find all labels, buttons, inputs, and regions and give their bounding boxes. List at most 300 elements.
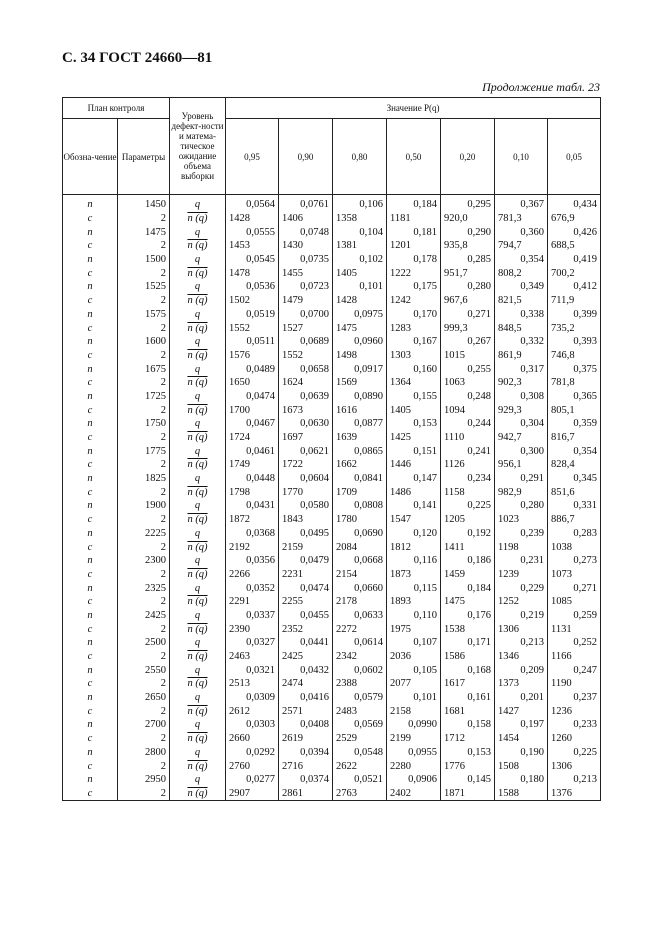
row-value: 0,0511 <box>226 335 279 349</box>
row-value: 805,1 <box>548 403 601 417</box>
row-designation: c <box>63 349 118 363</box>
row-value: 2192 <box>226 540 279 554</box>
row-value: 0,0975 <box>333 308 387 322</box>
row-value: 0,259 <box>548 609 601 623</box>
row-designation: n <box>63 581 118 595</box>
table-body <box>63 195 601 801</box>
row-value: 0,295 <box>441 195 495 212</box>
row-parameter: 2650 <box>118 691 170 705</box>
row-value: 1639 <box>333 431 387 445</box>
row-value: 0,0604 <box>279 472 333 486</box>
table-row <box>63 636 601 650</box>
row-value: 851,6 <box>548 485 601 499</box>
row-level: n (q) <box>170 704 226 718</box>
row-value: 1239 <box>495 568 548 582</box>
row-value: 0,225 <box>548 746 601 760</box>
row-designation: n <box>63 636 118 650</box>
row-value: 0,0614 <box>333 636 387 650</box>
row-value: 1430 <box>279 239 333 253</box>
row-value: 1873 <box>387 568 441 582</box>
row-value: 2474 <box>279 677 333 691</box>
row-value: 0,0660 <box>333 581 387 595</box>
row-value: 0,239 <box>495 527 548 541</box>
row-value: 935,8 <box>441 239 495 253</box>
row-value: 0,0327 <box>226 636 279 650</box>
row-value: 0,0555 <box>226 225 279 239</box>
row-value: 0,354 <box>495 253 548 267</box>
row-value: 0,248 <box>441 390 495 404</box>
row-value: 1569 <box>333 376 387 390</box>
row-designation: n <box>63 225 118 239</box>
row-value: 0,101 <box>333 280 387 294</box>
row-value: 1893 <box>387 595 441 609</box>
row-value: 1552 <box>226 321 279 335</box>
row-value: 2266 <box>226 568 279 582</box>
row-value: 0,168 <box>441 663 495 677</box>
row-parameter: 2 <box>118 321 170 335</box>
row-value: 1662 <box>333 458 387 472</box>
row-designation: n <box>63 554 118 568</box>
row-level: n (q) <box>170 650 226 664</box>
row-value: 0,0690 <box>333 527 387 541</box>
row-value: 1776 <box>441 759 495 773</box>
row-value: 0,153 <box>441 746 495 760</box>
row-value: 0,115 <box>387 581 441 595</box>
row-value: 0,175 <box>387 280 441 294</box>
table-continuation-caption: Продолжение табл. 23 <box>482 80 600 94</box>
row-value: 0,219 <box>495 609 548 623</box>
row-value: 746,8 <box>548 349 601 363</box>
row-value: 1770 <box>279 485 333 499</box>
row-value: 0,283 <box>548 527 601 541</box>
table-row <box>63 266 601 280</box>
row-value: 1872 <box>226 513 279 527</box>
row-designation: c <box>63 759 118 773</box>
row-value: 0,0416 <box>279 691 333 705</box>
row-designation: c <box>63 650 118 664</box>
row-value: 2513 <box>226 677 279 691</box>
row-value: 1242 <box>387 294 441 308</box>
row-value: 2425 <box>279 650 333 664</box>
row-value: 0,354 <box>548 444 601 458</box>
row-parameter: 2 <box>118 677 170 691</box>
row-value: 1131 <box>548 622 601 636</box>
table-row <box>63 321 601 335</box>
row-designation: c <box>63 376 118 390</box>
row-parameter: 2500 <box>118 636 170 650</box>
row-value: 0,120 <box>387 527 441 541</box>
row-value: 0,0495 <box>279 527 333 541</box>
row-value: 1588 <box>495 787 548 801</box>
row-value: 0,167 <box>387 335 441 349</box>
row-value: 1406 <box>279 212 333 226</box>
row-value: 0,271 <box>441 308 495 322</box>
row-value: 0,184 <box>441 581 495 595</box>
row-value: 816,7 <box>548 431 601 445</box>
row-value: 0,0474 <box>279 581 333 595</box>
row-parameter: 2 <box>118 212 170 226</box>
row-value: 0,201 <box>495 691 548 705</box>
table-row <box>63 759 601 773</box>
row-value: 0,178 <box>387 253 441 267</box>
row-parameter: 2300 <box>118 554 170 568</box>
row-value: 0,102 <box>333 253 387 267</box>
row-value: 0,160 <box>387 362 441 376</box>
row-designation: c <box>63 677 118 691</box>
row-value: 1547 <box>387 513 441 527</box>
row-designation: n <box>63 195 118 212</box>
row-value: 0,180 <box>495 773 548 787</box>
row-value: 0,209 <box>495 663 548 677</box>
row-parameter: 1750 <box>118 417 170 431</box>
row-value: 2084 <box>333 540 387 554</box>
row-value: 1306 <box>548 759 601 773</box>
row-value: 2388 <box>333 677 387 691</box>
table-row <box>63 609 601 623</box>
row-value: 1453 <box>226 239 279 253</box>
row-parameter: 2 <box>118 458 170 472</box>
row-value: 0,147 <box>387 472 441 486</box>
table-row <box>63 595 601 609</box>
row-value: 929,3 <box>495 403 548 417</box>
row-value: 0,0723 <box>279 280 333 294</box>
row-value: 0,0630 <box>279 417 333 431</box>
table-row <box>63 335 601 349</box>
row-value: 1198 <box>495 540 548 554</box>
row-value: 1843 <box>279 513 333 527</box>
row-value: 0,0621 <box>279 444 333 458</box>
table-row <box>63 746 601 760</box>
row-value: 0,229 <box>495 581 548 595</box>
row-level: q <box>170 253 226 267</box>
row-value: 1158 <box>441 485 495 499</box>
row-value: 0,225 <box>441 499 495 513</box>
row-value: 0,0479 <box>279 554 333 568</box>
row-value: 0,161 <box>441 691 495 705</box>
table-row <box>63 691 601 705</box>
row-level: n (q) <box>170 787 226 801</box>
row-value: 0,252 <box>548 636 601 650</box>
row-value: 1381 <box>333 239 387 253</box>
row-designation: c <box>63 431 118 445</box>
row-value: 1700 <box>226 403 279 417</box>
row-value: 0,0292 <box>226 746 279 760</box>
row-value: 0,155 <box>387 390 441 404</box>
row-designation: c <box>63 568 118 582</box>
row-value: 0,241 <box>441 444 495 458</box>
row-value: 0,426 <box>548 225 601 239</box>
row-value: 0,304 <box>495 417 548 431</box>
row-value: 781,8 <box>548 376 601 390</box>
row-value: 0,0352 <box>226 581 279 595</box>
row-value: 2255 <box>279 595 333 609</box>
row-value: 1346 <box>495 650 548 664</box>
table-row <box>63 308 601 322</box>
row-value: 0,0489 <box>226 362 279 376</box>
row-value: 0,0569 <box>333 718 387 732</box>
row-value: 0,412 <box>548 280 601 294</box>
row-value: 0,158 <box>441 718 495 732</box>
header-params: Параметры <box>118 119 170 195</box>
row-value: 0,419 <box>548 253 601 267</box>
row-designation: c <box>63 513 118 527</box>
row-designation: n <box>63 472 118 486</box>
row-parameter: 2550 <box>118 663 170 677</box>
row-parameter: 2 <box>118 431 170 445</box>
table-row <box>63 362 601 376</box>
table-row <box>63 513 601 527</box>
row-value: 0,0548 <box>333 746 387 760</box>
row-value: 0,0303 <box>226 718 279 732</box>
row-value: 1201 <box>387 239 441 253</box>
row-value: 0,0356 <box>226 554 279 568</box>
row-value: 0,255 <box>441 362 495 376</box>
row-value: 1373 <box>495 677 548 691</box>
row-value: 0,176 <box>441 609 495 623</box>
row-value: 2619 <box>279 732 333 746</box>
row-designation: c <box>63 622 118 636</box>
row-value: 0,0917 <box>333 362 387 376</box>
row-level: n (q) <box>170 458 226 472</box>
row-value: 886,7 <box>548 513 601 527</box>
row-parameter: 2 <box>118 540 170 554</box>
row-value: 1586 <box>441 650 495 664</box>
table-row <box>63 527 601 541</box>
row-value: 0,317 <box>495 362 548 376</box>
row-designation: c <box>63 403 118 417</box>
row-value: 2272 <box>333 622 387 636</box>
row-value: 999,3 <box>441 321 495 335</box>
row-value: 0,186 <box>441 554 495 568</box>
row-value: 0,273 <box>548 554 601 568</box>
row-value: 1617 <box>441 677 495 691</box>
row-designation: c <box>63 787 118 801</box>
row-value: 1236 <box>548 704 601 718</box>
row-value: 0,0564 <box>226 195 279 212</box>
row-value: 1722 <box>279 458 333 472</box>
row-value: 1252 <box>495 595 548 609</box>
row-value: 1552 <box>279 349 333 363</box>
row-designation: c <box>63 294 118 308</box>
row-value: 711,9 <box>548 294 601 308</box>
row-parameter: 1525 <box>118 280 170 294</box>
row-value: 1454 <box>495 732 548 746</box>
row-value: 828,4 <box>548 458 601 472</box>
row-value: 0,331 <box>548 499 601 513</box>
row-level: n (q) <box>170 239 226 253</box>
table-row <box>63 732 601 746</box>
table-row <box>63 622 601 636</box>
row-value: 2342 <box>333 650 387 664</box>
row-value: 0,280 <box>441 280 495 294</box>
row-value: 0,0394 <box>279 746 333 760</box>
row-value: 0,0633 <box>333 609 387 623</box>
row-value: 0,106 <box>333 195 387 212</box>
row-value: 1749 <box>226 458 279 472</box>
row-value: 848,5 <box>495 321 548 335</box>
row-value: 794,7 <box>495 239 548 253</box>
row-value: 0,101 <box>387 691 441 705</box>
row-value: 1498 <box>333 349 387 363</box>
header-p: 0,90 <box>279 119 333 195</box>
row-parameter: 1600 <box>118 335 170 349</box>
row-value: 1724 <box>226 431 279 445</box>
row-level: n (q) <box>170 485 226 499</box>
table-row <box>63 554 601 568</box>
row-value: 0,0441 <box>279 636 333 650</box>
row-value: 0,0990 <box>387 718 441 732</box>
row-value: 1358 <box>333 212 387 226</box>
row-value: 1364 <box>387 376 441 390</box>
row-value: 1502 <box>226 294 279 308</box>
table-row <box>63 280 601 294</box>
row-value: 2660 <box>226 732 279 746</box>
row-value: 0,365 <box>548 390 601 404</box>
row-value: 0,213 <box>495 636 548 650</box>
row-value: 0,116 <box>387 554 441 568</box>
row-level: n (q) <box>170 540 226 554</box>
row-level: n (q) <box>170 403 226 417</box>
table-row <box>63 677 601 691</box>
row-value: 0,0689 <box>279 335 333 349</box>
row-value: 1427 <box>495 704 548 718</box>
row-designation: n <box>63 746 118 760</box>
header-plan: План контроля <box>63 98 170 119</box>
row-value: 2154 <box>333 568 387 582</box>
row-level: n (q) <box>170 266 226 280</box>
row-parameter: 1775 <box>118 444 170 458</box>
row-parameter: 1475 <box>118 225 170 239</box>
row-value: 0,0309 <box>226 691 279 705</box>
row-value: 0,244 <box>441 417 495 431</box>
row-parameter: 2 <box>118 568 170 582</box>
row-value: 2571 <box>279 704 333 718</box>
row-value: 0,237 <box>548 691 601 705</box>
row-value: 2612 <box>226 704 279 718</box>
row-value: 2158 <box>387 704 441 718</box>
row-value: 688,5 <box>548 239 601 253</box>
header-p: 0,50 <box>387 119 441 195</box>
row-value: 1283 <box>387 321 441 335</box>
row-parameter: 2950 <box>118 773 170 787</box>
row-designation: n <box>63 417 118 431</box>
row-value: 0,0639 <box>279 390 333 404</box>
row-level: q <box>170 195 226 212</box>
row-level: q <box>170 444 226 458</box>
row-value: 1576 <box>226 349 279 363</box>
row-value: 1166 <box>548 650 601 664</box>
row-value: 0,145 <box>441 773 495 787</box>
row-value: 1712 <box>441 732 495 746</box>
row-value: 0,0374 <box>279 773 333 787</box>
row-value: 700,2 <box>548 266 601 280</box>
row-value: 0,367 <box>495 195 548 212</box>
row-value: 0,375 <box>548 362 601 376</box>
row-value: 0,0865 <box>333 444 387 458</box>
row-value: 1650 <box>226 376 279 390</box>
row-value: 2231 <box>279 568 333 582</box>
row-value: 2861 <box>279 787 333 801</box>
row-value: 0,0808 <box>333 499 387 513</box>
row-value: 0,0700 <box>279 308 333 322</box>
row-value: 1709 <box>333 485 387 499</box>
row-value: 1405 <box>333 266 387 280</box>
row-designation: n <box>63 609 118 623</box>
row-value: 0,0461 <box>226 444 279 458</box>
row-value: 0,285 <box>441 253 495 267</box>
row-value: 0,0748 <box>279 225 333 239</box>
row-designation: c <box>63 212 118 226</box>
row-designation: n <box>63 280 118 294</box>
row-designation: n <box>63 253 118 267</box>
row-value: 2716 <box>279 759 333 773</box>
row-value: 2199 <box>387 732 441 746</box>
row-value: 2291 <box>226 595 279 609</box>
row-value: 0,0321 <box>226 663 279 677</box>
row-value: 1411 <box>441 540 495 554</box>
row-level: q <box>170 225 226 239</box>
row-level: n (q) <box>170 677 226 691</box>
row-value: 1094 <box>441 403 495 417</box>
row-value: 0,231 <box>495 554 548 568</box>
row-value: 0,233 <box>548 718 601 732</box>
row-level: n (q) <box>170 622 226 636</box>
row-value: 0,0761 <box>279 195 333 212</box>
row-value: 0,291 <box>495 472 548 486</box>
table-row <box>63 253 601 267</box>
row-value: 0,0521 <box>333 773 387 787</box>
row-level: q <box>170 280 226 294</box>
row-value: 0,0906 <box>387 773 441 787</box>
header-p: 0,20 <box>441 119 495 195</box>
row-value: 0,0431 <box>226 499 279 513</box>
row-value: 942,7 <box>495 431 548 445</box>
row-value: 0,141 <box>387 499 441 513</box>
header-value: Значение P(q) <box>226 98 601 119</box>
row-value: 1260 <box>548 732 601 746</box>
row-value: 1306 <box>495 622 548 636</box>
row-value: 1871 <box>441 787 495 801</box>
row-value: 676,9 <box>548 212 601 226</box>
row-designation: n <box>63 663 118 677</box>
row-designation: n <box>63 527 118 541</box>
row-level: n (q) <box>170 212 226 226</box>
row-value: 1673 <box>279 403 333 417</box>
row-value: 0,308 <box>495 390 548 404</box>
row-value: 0,0602 <box>333 663 387 677</box>
row-level: q <box>170 746 226 760</box>
row-value: 1475 <box>333 321 387 335</box>
row-parameter: 2800 <box>118 746 170 760</box>
row-value: 0,213 <box>548 773 601 787</box>
table-row <box>63 376 601 390</box>
row-designation: n <box>63 390 118 404</box>
header-designation: Обозна-чение <box>63 119 118 195</box>
row-level: q <box>170 773 226 787</box>
row-value: 0,338 <box>495 308 548 322</box>
row-value: 0,107 <box>387 636 441 650</box>
row-value: 2529 <box>333 732 387 746</box>
row-value: 0,345 <box>548 472 601 486</box>
row-level: q <box>170 527 226 541</box>
row-value: 1455 <box>279 266 333 280</box>
row-designation: c <box>63 732 118 746</box>
row-parameter: 1450 <box>118 195 170 212</box>
row-value: 0,271 <box>548 581 601 595</box>
row-level: n (q) <box>170 732 226 746</box>
row-value: 2077 <box>387 677 441 691</box>
row-value: 1681 <box>441 704 495 718</box>
